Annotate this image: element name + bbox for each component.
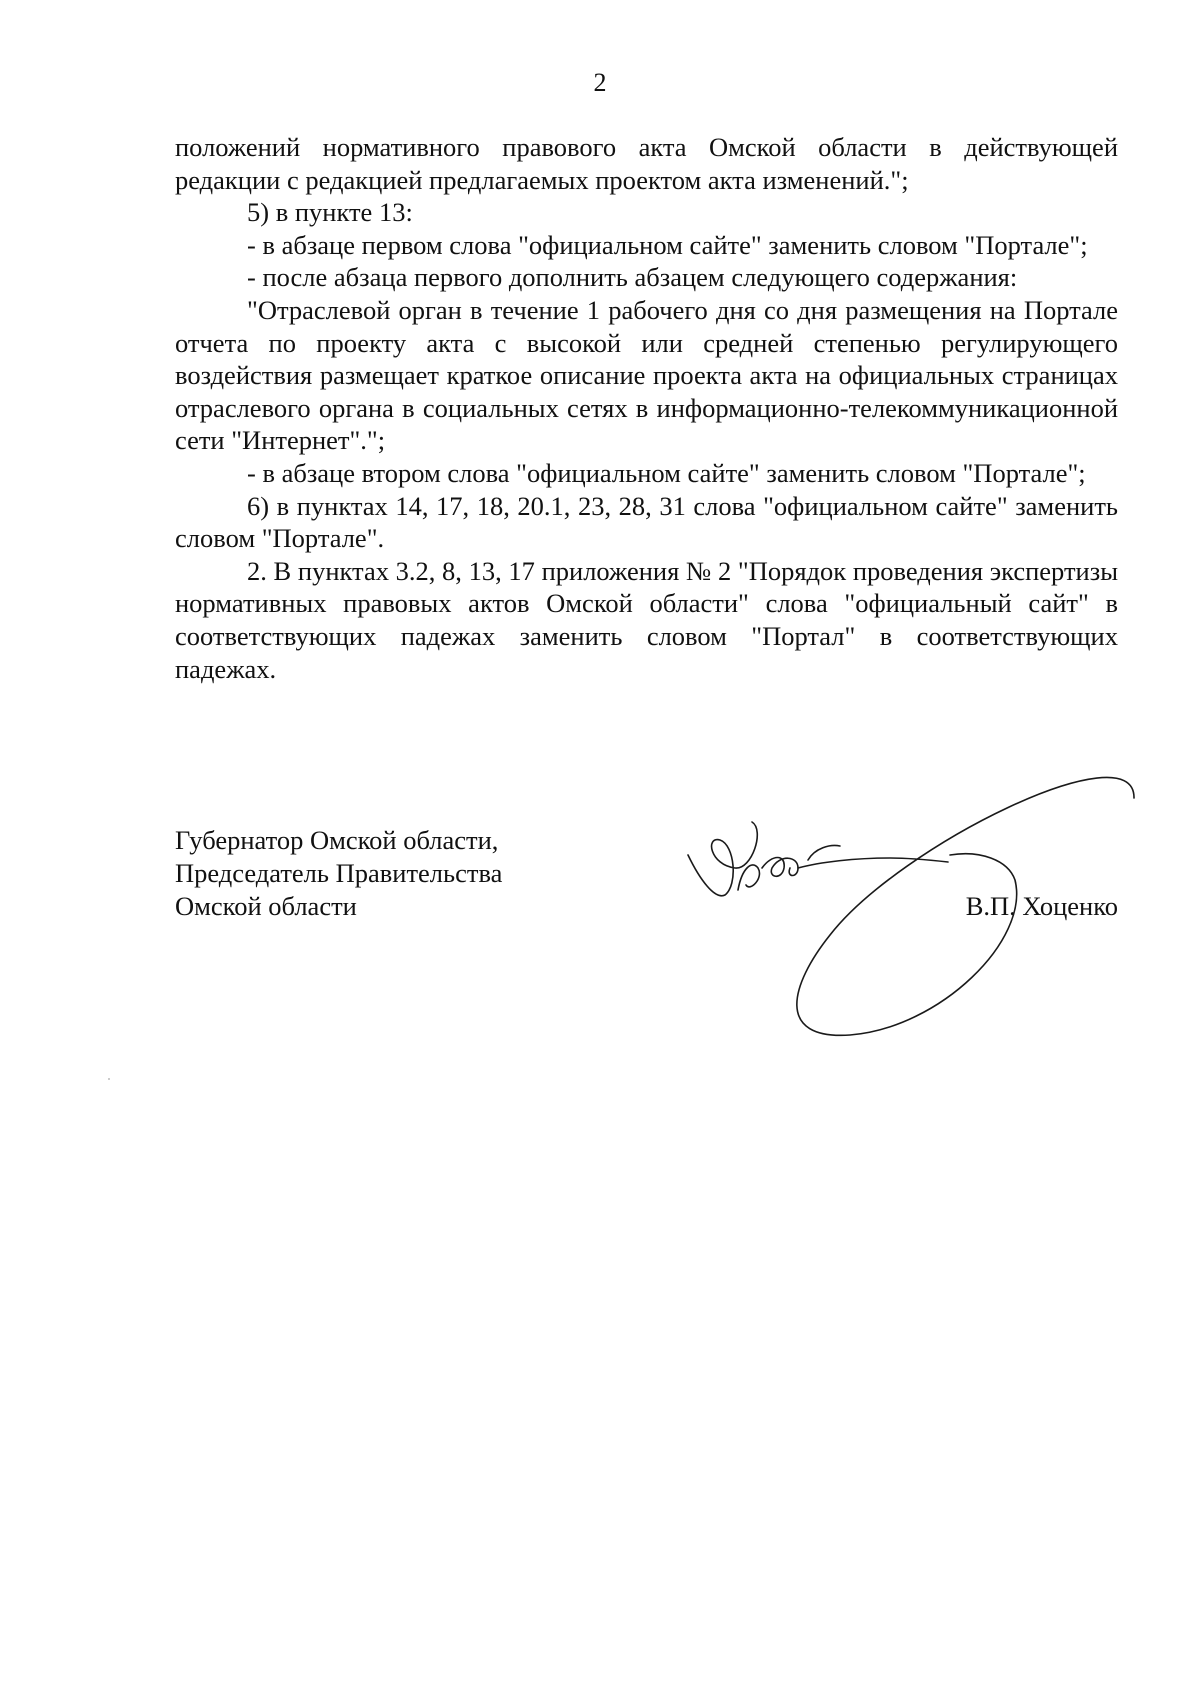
document-body xyxy=(175,131,1118,685)
paragraph-item-5-sub-2: - после абзаца первого дополнить абзацем следующего содержания: xyxy=(247,262,1018,293)
paragraph-section-2: 2. В пунктах 3.2, 8, 13, 17 приложения № 2 "Порядок проведения экспертизы нормативных правовых актов Омской области" слова "официальный сайт" в соответствующих падежах заменить словом "Портал" в соответствующих падежах. xyxy=(175,555,1118,684)
handwritten-signature-icon xyxy=(680,750,1180,1040)
position-line-3: Омской области xyxy=(175,891,357,921)
paragraph-item-5: 5) в пункте 13: xyxy=(247,197,413,228)
paragraph-item-6: 6) в пунктах 14, 17, 18, 20.1, 23, 28, 31 слова "официальном сайте" заменить словом "Портале". xyxy=(175,490,1118,554)
paragraph-continuation: положений нормативного правового акта Омской области в действующей редакции с редакцией предлагаемых проектом акта изменений."; xyxy=(175,132,1118,195)
paragraph-quoted-addition: "Отраслевой орган в течение 1 рабочего дня со дня размещения на Портале отчета по проекту акта с высокой или средней степенью регулирующего воздействия размещает краткое описание проекта акта на официальных страницах отраслевого органа в социальных сетях в информационно-телекоммуникационной сети "Интернет"."; xyxy=(175,294,1118,456)
scan-artifact xyxy=(108,1078,110,1080)
paragraph-item-5-sub-1: - в абзаце первом слова "официальном сайте" заменить словом "Портале"; xyxy=(247,229,1088,260)
page-number: 2 xyxy=(593,68,607,97)
signer-name: В.П. Хоценко xyxy=(965,891,1118,921)
paragraph-item-5-sub-3: - в абзаце втором слова "официальном сайте" заменить словом "Портале"; xyxy=(247,457,1086,488)
signatory-position xyxy=(175,824,502,923)
position-line-1: Губернатор Омской области, xyxy=(175,825,499,855)
position-line-2: Председатель Правительства xyxy=(175,858,503,888)
